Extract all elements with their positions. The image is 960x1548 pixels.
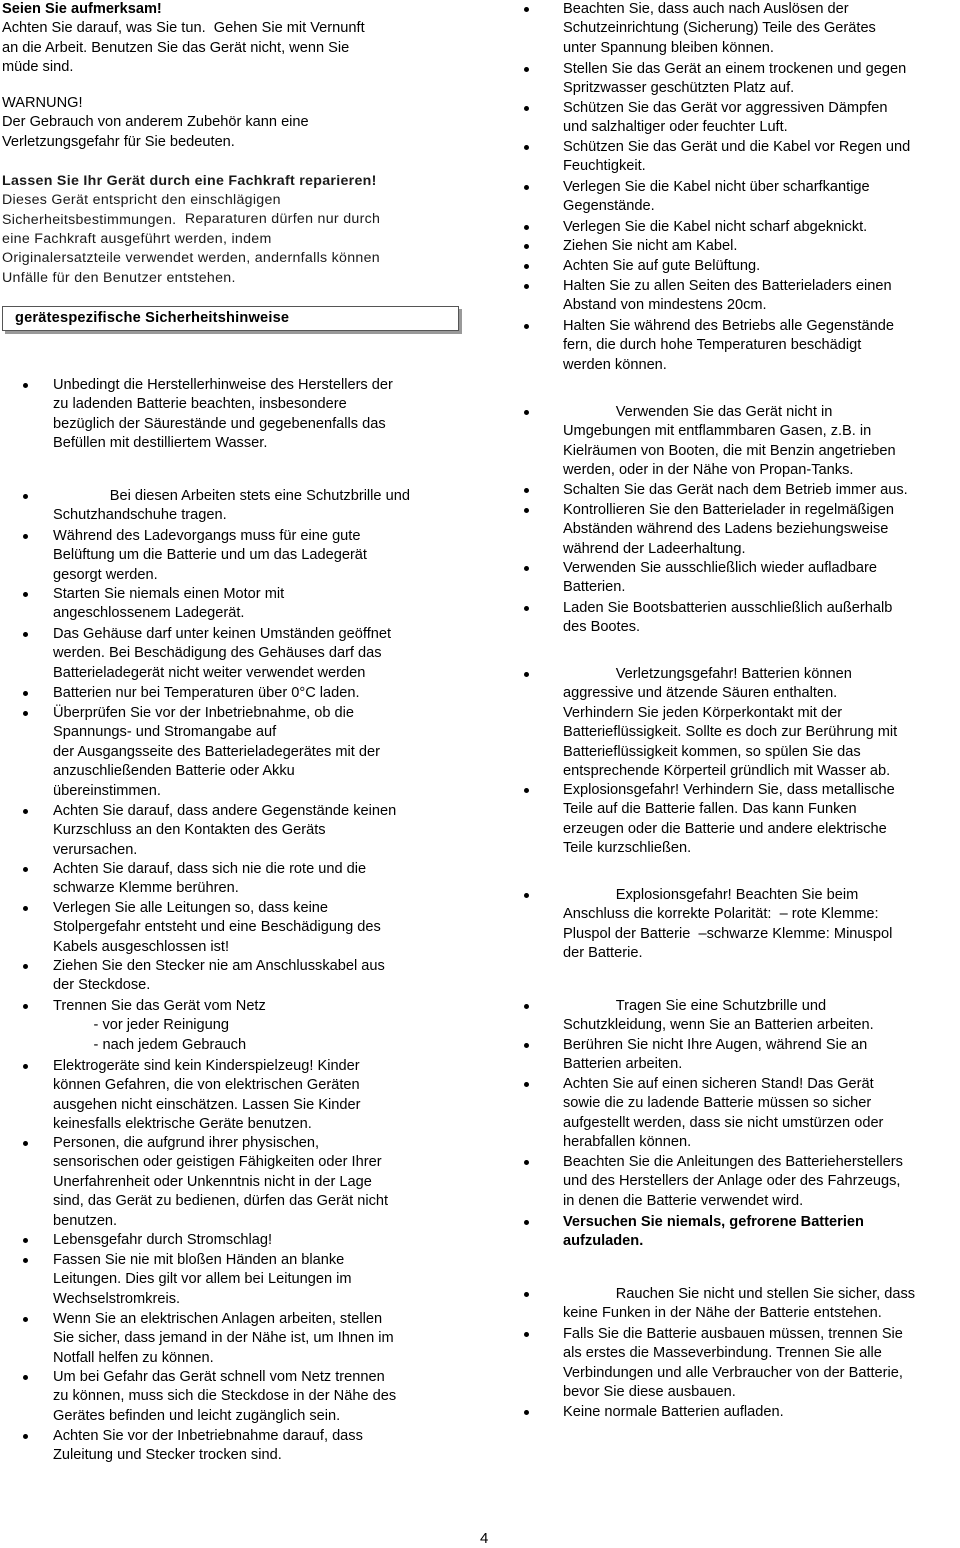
list-item-text: Beachten Sie, dass auch nach Auslösen der Schutzeinrichtung (Sicherung) Teile des Gerätes unter Spannung bleiben können. xyxy=(563,1,876,56)
bullet-icon xyxy=(23,1141,28,1146)
list-item-text: Schützen Sie das Gerät und die Kabel vor Regen und Feuchtigkeit. xyxy=(563,139,911,175)
list-item-text: Verlegen Sie die Kabel nicht über scharfkantige Gegenstände. xyxy=(563,179,870,215)
bullet-icon xyxy=(524,606,529,611)
list-item-text: Explosionsgefahr! Verhindern Sie, dass metallische Teile auf die Batterie fallen. Das kann Funken erzeugen oder die Batterie und andere elektrische Teile kurzschließen. xyxy=(563,782,895,857)
list-item-text: Das Gehäuse darf unter keinen Umständen geöffnet werden. Bei Beschädigung des Gehäuses darf das Batterieladegerät nicht weiter verwendet werden xyxy=(53,626,392,681)
list-item-text: Keine normale Batterien aufladen. xyxy=(563,1404,784,1420)
bullet-icon xyxy=(23,592,28,597)
bullet-icon xyxy=(23,964,28,969)
list-item-text: Laden Sie Bootsbatterien ausschließlich außerhalb des Bootes. xyxy=(563,600,893,636)
bullet-icon xyxy=(23,691,28,696)
bullet-icon xyxy=(23,534,28,539)
bullet-icon xyxy=(524,106,529,111)
bullet-icon xyxy=(23,1238,28,1243)
bullet-icon xyxy=(524,1082,529,1087)
list-item-text: Verletzungsgefahr! Batterien können aggressive und ätzende Säuren enthalten. Verhindern Sie jeden Körperkontakt mit der Batterieflüssigkeit. Sollte es doch zur Berührung mit Batterieflüssigkeit kommen, so spülen Sie das entsprechende Körperteil gründlich mit Wasser ab. xyxy=(563,666,898,780)
repair-text-detail: Reparaturen dürfen nur durch eine Fachkraft ausgeführt werden, indem Originalersatzteile verwendet werden, andernfalls können Unfälle für den Benutzer entstehen. xyxy=(2,211,381,286)
bullet-icon xyxy=(524,1332,529,1337)
list-item-text: Lebensgefahr durch Stromschlag! xyxy=(53,1232,273,1248)
bullet-icon xyxy=(524,185,529,190)
repair-heading: Lassen Sie Ihr Gerät durch eine Fachkraft reparieren! xyxy=(2,173,377,189)
bullet-icon xyxy=(23,494,28,499)
bullet-icon xyxy=(524,508,529,513)
bullet-icon xyxy=(23,867,28,872)
bullet-icon xyxy=(524,1004,529,1009)
bullet-icon xyxy=(524,672,529,677)
list-item-text: Um bei Gefahr das Gerät schnell vom Netz trennen zu können, muss sich die Steckdose in der Nähe des Gerätes befinden und leicht zugänglich sein. xyxy=(53,1369,397,1424)
bullet-icon xyxy=(23,1317,28,1322)
list-item-text: Halten Sie zu allen Seiten des Batterieladers einen Abstand von mindestens 20cm. xyxy=(563,278,892,314)
bullet-icon xyxy=(524,244,529,249)
list-item-text: Batterien nur bei Temperaturen über 0°C laden. xyxy=(53,685,360,701)
list-item-text: Bei diesen Arbeiten stets eine Schutzbrille und Schutzhandschuhe tragen. xyxy=(53,488,410,524)
list-item-text: Achten Sie auf einen sicheren Stand! Das Gerät sowie die zu ladende Batterie müssen so sicher aufgestellt werden, dass sie nicht umstürzen oder herabfallen können. xyxy=(563,1076,884,1151)
list-item-text: Schützen Sie das Gerät vor aggressiven Dämpfen und salzhaltiger oder feuchter Luft. xyxy=(563,100,888,136)
bullet-icon xyxy=(524,264,529,269)
list-item-text: Verlegen Sie die Kabel nicht scharf abgeknickt. xyxy=(563,219,868,235)
bullet-icon xyxy=(524,225,529,230)
bullet-icon xyxy=(524,284,529,289)
list-item-text: Schalten Sie das Gerät nach dem Betrieb immer aus. xyxy=(563,482,908,498)
list-item-text: Überprüfen Sie vor der Inbetriebnahme, ob die Spannungs- und Stromangabe auf der Ausgangsseite des Batterieladegerätes mit der anzuschließenden Batterie oder Akku übereinstimmen. xyxy=(53,705,380,799)
list-item-text: Unbedingt die Herstellerhinweise des Herstellers der zu ladenden Batterie beachten, insbesondere bezüglich der Säurestände und gegebenenfalls das Befüllen mit destilliertem Wasser. xyxy=(53,377,393,452)
bullet-icon xyxy=(23,711,28,716)
list-item-text: Ziehen Sie den Stecker nie am Anschlusskabel aus der Steckdose. xyxy=(53,958,385,994)
bullet-icon xyxy=(524,1160,529,1165)
list-item-text: Trennen Sie das Gerät vom Netz - vor jeder Reinigung - nach jedem Gebrauch xyxy=(53,998,266,1053)
warning-heading: WARNUNG! xyxy=(2,95,83,111)
list-item-text: Fassen Sie nie mit bloßen Händen an blanke Leitungen. Dies gilt vor allem bei Leitungen im Wechselstromkreis. xyxy=(53,1252,352,1307)
list-item-text: Achten Sie vor der Inbetriebnahme darauf, dass Zuleitung und Stecker trocken sind. xyxy=(53,1428,363,1464)
bullet-icon xyxy=(524,145,529,150)
page-number: 4 xyxy=(480,1530,489,1547)
list-item-text: Achten Sie darauf, dass sich nie die rote und die schwarze Klemme berühren. xyxy=(53,861,367,897)
list-item-text: Personen, die aufgrund ihrer physischen, sensorischen oder geistigen Fähigkeiten oder Ihrer Unerfahrenheit oder Unkenntnis nicht in der Lage sind, das Gerät zu bedienen, dürfen das Gerät nicht benutzen. xyxy=(53,1135,389,1229)
list-item-text: Rauchen Sie nicht und stellen Sie sicher, dass keine Funken in der Nähe der Batterie entstehen. xyxy=(563,1286,916,1322)
bullet-icon xyxy=(23,809,28,814)
bullet-icon xyxy=(23,1258,28,1263)
attention-text: Achten Sie darauf, was Sie tun. Gehen Sie mit Vernunft an die Arbeit. Benutzen Sie das Gerät nicht, wenn Sie müde sind. xyxy=(2,20,365,75)
list-item-text: Achten Sie darauf, dass andere Gegenstände keinen Kurzschluss an den Kontakten des Geräts verursachen. xyxy=(53,803,397,858)
list-item-text: Halten Sie während des Betriebs alle Gegenstände fern, die durch hohe Temperaturen beschädigt werden können. xyxy=(563,318,895,373)
bullet-icon xyxy=(23,1375,28,1380)
list-item-text: Verwenden Sie das Gerät nicht in Umgebungen mit entflammbaren Gasen, z.B. in Kielräumen von Booten, die mit Benzin angetrieben werden, oder in der Nähe von Propan-Tanks. xyxy=(563,404,896,479)
bullet-icon xyxy=(524,7,529,12)
list-item-text: Kontrollieren Sie den Batterielader in regelmäßigen Abständen während des Ladens beziehungsweise während der Ladeerhaltung. xyxy=(563,502,894,557)
list-item-text: Tragen Sie eine Schutzbrille und Schutzkleidung, wenn Sie an Batterien arbeiten. xyxy=(563,998,874,1034)
bullet-icon xyxy=(524,1220,529,1225)
repair-text-standard: Dieses Gerät entspricht den einschlägigen Sicherheitsbestimmungen. xyxy=(2,192,281,228)
bullet-icon xyxy=(524,1410,529,1415)
list-item-text: Stellen Sie das Gerät an einem trockenen und gegen Spritzwasser geschützten Platz auf. xyxy=(563,61,907,97)
list-item-text: Elektrogeräte sind kein Kinderspielzeug! Kinder können Gefahren, die von elektrischen Geräten ausgehen nicht einschätzen. Lassen Sie Kinder keinesfalls elektrische Geräte benutzen. xyxy=(53,1058,361,1133)
bullet-icon xyxy=(524,67,529,72)
bullet-icon xyxy=(23,632,28,637)
warning-text: Der Gebrauch von anderem Zubehör kann eine Verletzungsgefahr für Sie bedeuten. xyxy=(2,114,309,150)
bullet-icon xyxy=(524,324,529,329)
list-item-text: Achten Sie auf gute Belüftung. xyxy=(563,258,761,274)
list-item-text: Explosionsgefahr! Beachten Sie beim Anschluss die korrekte Polarität: – rote Klemme: Pluspol der Batterie –schwarze Klemme: Minuspol der Batterie. xyxy=(563,887,893,962)
bullet-icon xyxy=(524,488,529,493)
section-title: gerätespezifische Sicherheitshinweise xyxy=(15,310,290,326)
bullet-icon xyxy=(524,1043,529,1048)
list-item-text: Während des Ladevorgangs muss für eine gute Belüftung um die Batterie und um das Ladegerät gesorgt werden. xyxy=(53,528,367,583)
list-item-text: Verlegen Sie alle Leitungen so, dass keine Stolpergefahr entsteht und eine Beschädigung des Kabels ausgeschlossen ist! xyxy=(53,900,381,955)
list-item-text: Ziehen Sie nicht am Kabel. xyxy=(563,238,738,254)
list-item-text: Falls Sie die Batterie ausbauen müssen, trennen Sie als erstes die Masseverbindung. Trennen Sie alle Verbindungen und alle Verbraucher von der Batterie, bevor Sie diese ausbauen. xyxy=(563,1326,903,1401)
list-item-text: Beachten Sie die Anleitungen des Batterieherstellers und des Herstellers der Anlage oder des Fahrzeugs, in denen die Batterie verwendet wird. xyxy=(563,1154,903,1209)
bullet-icon xyxy=(524,788,529,793)
bullet-icon xyxy=(23,383,28,388)
list-item-text: Verwenden Sie ausschließlich wieder aufladbare Batterien. xyxy=(563,560,877,596)
section-heading-box xyxy=(2,306,459,331)
bullet-icon xyxy=(524,410,529,415)
list-item-text: Versuchen Sie niemals, gefrorene Batterien aufzuladen. xyxy=(563,1214,864,1250)
bullet-icon xyxy=(524,566,529,571)
list-item-text: Berühren Sie nicht Ihre Augen, während Sie an Batterien arbeiten. xyxy=(563,1037,868,1073)
attention-heading: Seien Sie aufmerksam! xyxy=(2,1,162,17)
bullet-icon xyxy=(524,893,529,898)
bullet-icon xyxy=(23,1004,28,1009)
bullet-icon xyxy=(524,1292,529,1297)
bullet-icon xyxy=(23,1434,28,1439)
list-item-text: Starten Sie niemals einen Motor mit angeschlossenem Ladegerät. xyxy=(53,586,285,622)
bullet-icon xyxy=(23,1064,28,1069)
list-item-text: Wenn Sie an elektrischen Anlagen arbeiten, stellen Sie sicher, dass jemand in der Nähe ist, um Ihnen im Notfall helfen zu können. xyxy=(53,1311,394,1366)
bullet-icon xyxy=(23,906,28,911)
